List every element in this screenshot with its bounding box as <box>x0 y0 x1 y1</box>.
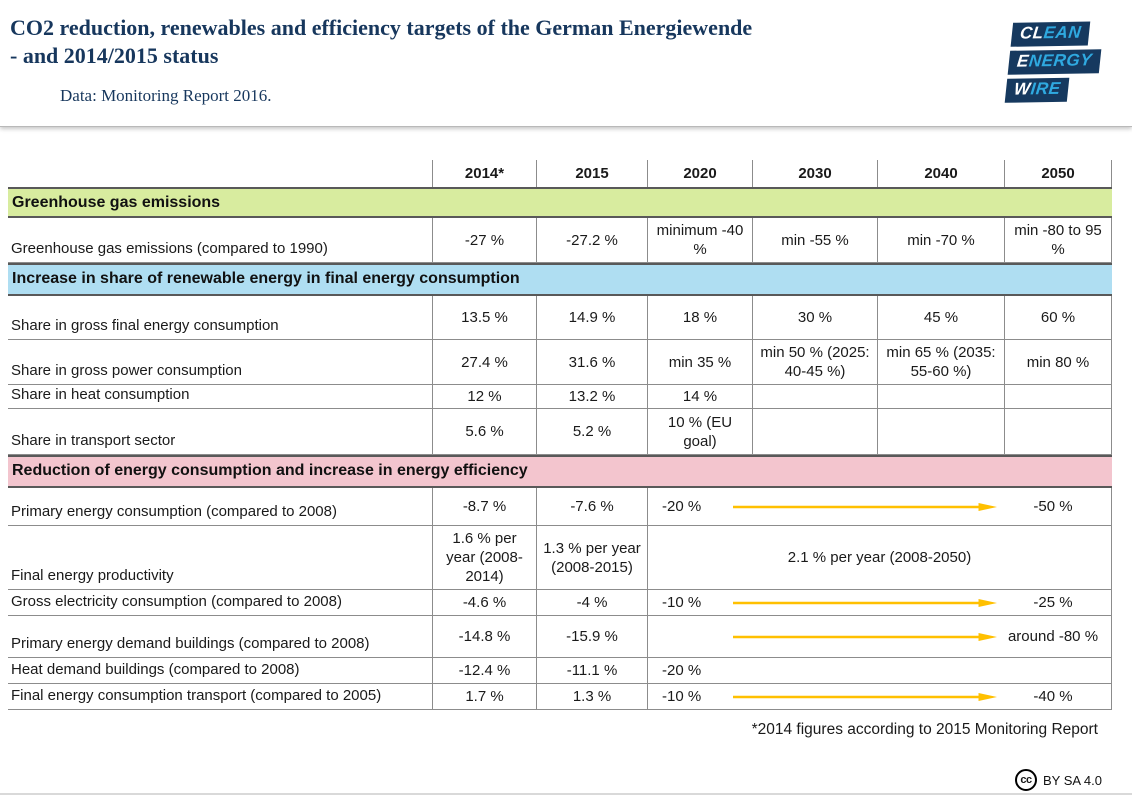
cell-2020: minimum -40 % <box>648 218 753 262</box>
cell-2020: min 35 % <box>648 340 753 384</box>
cell-2015: -4 % <box>537 590 648 615</box>
row-label: Share in gross power consumption <box>8 340 433 384</box>
cell-2040: min 65 % (2035: 55-60 %) <box>878 340 1005 384</box>
cell-2015: 1.3 % per year (2008-2015) <box>537 526 648 589</box>
trend-arrow-icon <box>733 690 997 704</box>
cell-2014: 1.6 % per year (2008-2014) <box>433 526 537 589</box>
cell-2020: 10 % (EU goal) <box>648 409 753 454</box>
logo-line-energy <box>1008 49 1102 75</box>
cell-2020-2050 <box>648 658 1112 683</box>
cell-2040 <box>878 385 1005 408</box>
footnote: *2014 figures according to 2015 Monitoring Report <box>751 721 1098 738</box>
table-row <box>8 340 1112 385</box>
row-label: Primary energy consumption (compared to 2008) <box>8 488 433 525</box>
arrow-start-value: -10 % <box>662 688 702 705</box>
row-label: Primary energy demand buildings (compared to 2008) <box>8 616 433 657</box>
logo-text-blue: EAN <box>1042 22 1083 43</box>
cell-2014: -12.4 % <box>433 658 537 683</box>
cell-2020-2050 <box>648 616 1112 657</box>
cell-2030: 30 % <box>753 296 878 339</box>
table-row <box>8 658 1112 684</box>
cell-2015: -7.6 % <box>537 488 648 525</box>
page-bottom-edge <box>0 793 1132 795</box>
cell-2030: min 50 % (2025: 40-45 %) <box>753 340 878 384</box>
cell-2020: 14 % <box>648 385 753 408</box>
logo-text-white: CL <box>1019 23 1045 43</box>
cell-2050 <box>1005 409 1112 454</box>
arrow-end-value: -25 % <box>1033 594 1073 611</box>
table-row <box>8 385 1112 409</box>
arrow-start-value: -10 % <box>662 594 702 611</box>
cell-2014: 13.5 % <box>433 296 537 339</box>
header-cell-2014: 2014* <box>433 160 537 187</box>
arrow-start-value: -20 % <box>662 498 702 515</box>
section-title: Increase in share of renewable energy in final energy consumption <box>12 270 520 287</box>
cell-2014: -8.7 % <box>433 488 537 525</box>
cell-2014: -14.8 % <box>433 616 537 657</box>
row-label: Share in transport sector <box>8 409 433 454</box>
section-row-emissions <box>8 187 1112 218</box>
cell-2015: 13.2 % <box>537 385 648 408</box>
cell-2040: 45 % <box>878 296 1005 339</box>
title-line-1: CO2 reduction, renewables and efficiency targets of the German Energiewende <box>10 15 753 40</box>
logo-text-white: W <box>1013 79 1032 99</box>
cell-2040: min -70 % <box>878 218 1005 262</box>
section-title: Greenhouse gas emissions <box>12 194 221 211</box>
cell-2020-2050 <box>648 684 1112 709</box>
page-title <box>10 14 1000 70</box>
table-row <box>8 296 1112 340</box>
header-banner <box>0 0 1132 127</box>
row-label: Greenhouse gas emissions (compared to 1990) <box>8 218 433 262</box>
cell-2015: -11.1 % <box>537 658 648 683</box>
trend-arrow-icon <box>733 500 997 514</box>
merged-value: 2.1 % per year (2008-2050) <box>787 549 972 566</box>
logo-text-blue: IRE <box>1029 78 1062 99</box>
clean-energy-wire-logo <box>1005 21 1104 103</box>
cell-2015: 1.3 % <box>537 684 648 709</box>
trend-arrow-icon <box>733 630 997 644</box>
cell-2040 <box>878 409 1005 454</box>
cell-2014: 5.6 % <box>433 409 537 454</box>
title-line-2: - and 2014/2015 status <box>10 43 219 68</box>
logo-line-wire <box>1005 78 1070 103</box>
cell-2015: -15.9 % <box>537 616 648 657</box>
cell-2050: min -80 to 95 % <box>1005 218 1112 262</box>
cell-2050 <box>1005 385 1112 408</box>
logo-text-blue: NERGY <box>1028 50 1094 71</box>
row-label: Share in gross final energy consumption <box>8 296 433 339</box>
row-label: Final energy productivity <box>8 526 433 589</box>
cell-2014: 12 % <box>433 385 537 408</box>
targets-table <box>8 160 1112 710</box>
logo-line-clean <box>1011 21 1091 46</box>
cell-2015: 5.2 % <box>537 409 648 454</box>
table-row <box>8 616 1112 658</box>
header-cell-2020: 2020 <box>648 160 753 187</box>
cell-2014: 27.4 % <box>433 340 537 384</box>
cell-2050: 60 % <box>1005 296 1112 339</box>
header-cell-2030: 2030 <box>753 160 878 187</box>
cell-2030: min -55 % <box>753 218 878 262</box>
table-row <box>8 409 1112 455</box>
arrow-end-value: -50 % <box>1033 498 1073 515</box>
cell-2015: 14.9 % <box>537 296 648 339</box>
section-title: Reduction of energy consumption and increase in energy efficiency <box>12 462 528 479</box>
cell-2020-2050 <box>648 526 1112 589</box>
header-cell-2040: 2040 <box>878 160 1005 187</box>
table-header-row <box>8 160 1112 187</box>
row-label: Heat demand buildings (compared to 2008) <box>8 658 433 683</box>
cell-2014: -27 % <box>433 218 537 262</box>
section-row-renewables <box>8 263 1112 296</box>
header-cell-2050: 2050 <box>1005 160 1112 187</box>
table-row <box>8 526 1112 590</box>
license-text: BY SA 4.0 <box>1042 772 1102 788</box>
logo-text-white: E <box>1016 51 1031 71</box>
cell-2030 <box>753 385 878 408</box>
merged-start-value: -20 % <box>662 662 702 679</box>
row-label: Final energy consumption transport (compared to 2005) <box>8 684 433 709</box>
license-badge <box>1015 769 1102 791</box>
cell-2030 <box>753 409 878 454</box>
trend-arrow-icon <box>733 596 997 610</box>
table-row <box>8 684 1112 710</box>
row-label: Gross electricity consumption (compared to 2008) <box>8 590 433 615</box>
table-row <box>8 590 1112 616</box>
table-row <box>8 218 1112 263</box>
cell-2014: -4.6 % <box>433 590 537 615</box>
header-cell-2015: 2015 <box>537 160 648 187</box>
arrow-end-value: -40 % <box>1033 688 1073 705</box>
cell-2020-2050 <box>648 488 1112 525</box>
cell-2014: 1.7 % <box>433 684 537 709</box>
cell-2050: min 80 % <box>1005 340 1112 384</box>
section-row-efficiency <box>8 455 1112 488</box>
header-cell-empty <box>8 160 433 187</box>
row-label: Share in heat consumption <box>8 385 433 408</box>
data-source-subtitle: Data: Monitoring Report 2016. <box>60 86 272 105</box>
cell-2020-2050 <box>648 590 1112 615</box>
cell-2015: 31.6 % <box>537 340 648 384</box>
arrow-end-value: around -80 % <box>1007 628 1099 645</box>
table-row <box>8 488 1112 526</box>
cell-2020: 18 % <box>648 296 753 339</box>
cell-2015: -27.2 % <box>537 218 648 262</box>
creative-commons-icon: cc <box>1015 769 1037 791</box>
